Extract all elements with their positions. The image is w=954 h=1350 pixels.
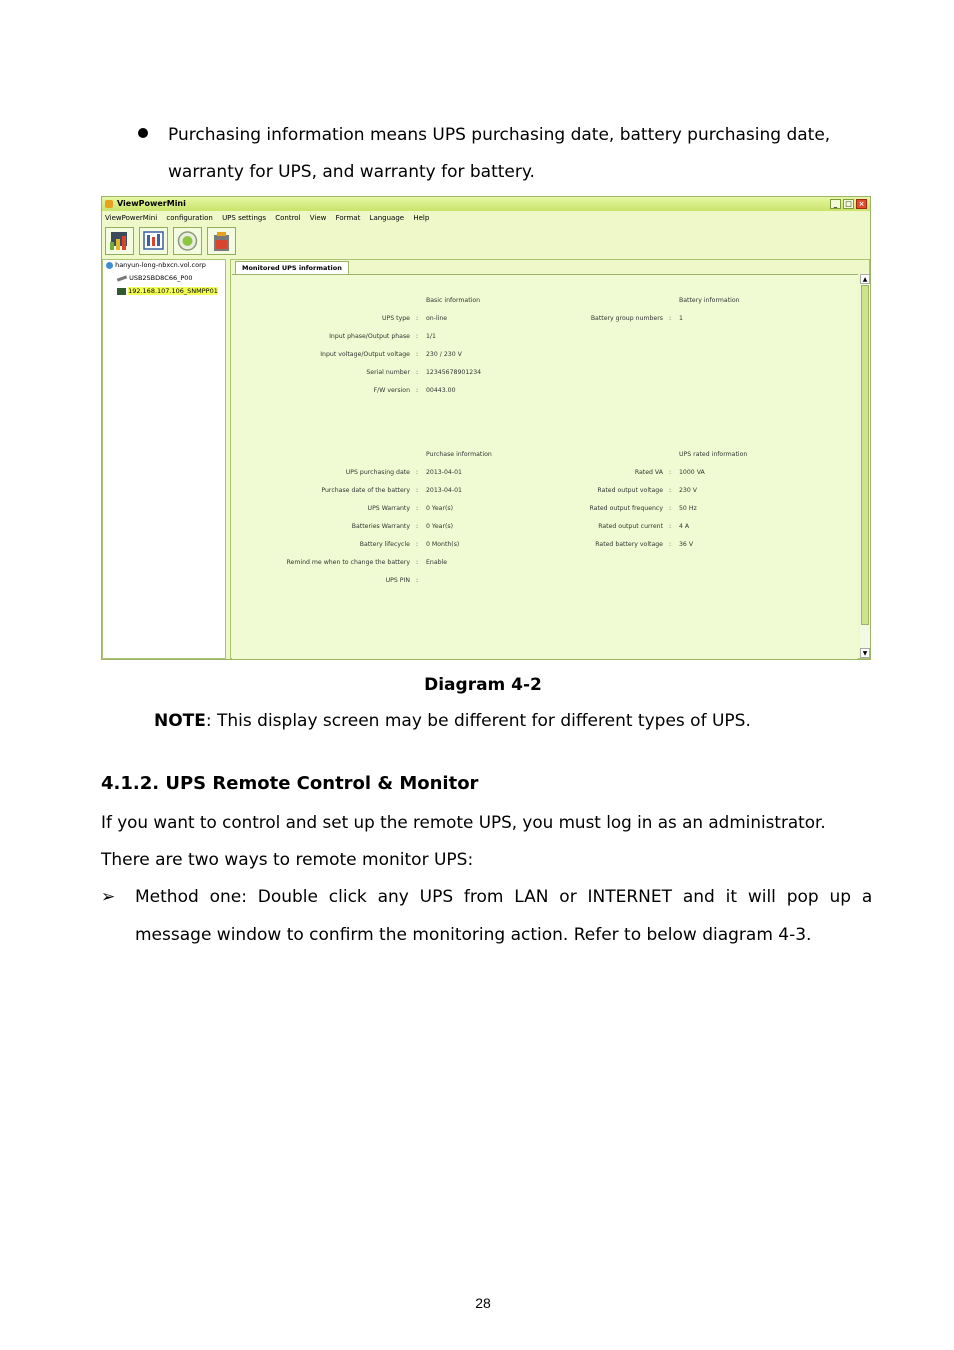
colon: : [668, 469, 672, 476]
battery-button[interactable] [207, 227, 236, 255]
basic-row-label: UPS type [382, 315, 410, 322]
colon: : [415, 523, 419, 530]
colon: : [415, 315, 419, 322]
colon: : [415, 541, 419, 548]
basic-row-value: 00443.00 [426, 387, 456, 394]
close-button[interactable]: × [856, 199, 867, 209]
basic-row-value: 230 / 230 V [426, 351, 462, 358]
info-panel [230, 259, 870, 659]
rated-row-label: Rated output voltage [597, 487, 663, 494]
colon: : [668, 541, 672, 548]
usb-device-icon [117, 275, 127, 281]
monitor-icon [106, 228, 133, 254]
colon: : [668, 315, 672, 322]
colon: : [415, 351, 419, 358]
menu-bar [102, 212, 873, 224]
rated-row-value: 50 Hz [679, 505, 697, 512]
diagram-caption: Diagram 4-2 [424, 675, 542, 695]
method-line-2: message window to confirm the monitoring action. Refer to below diagram 4-3. [135, 925, 812, 945]
rated-row-label: Rated output frequency [589, 505, 663, 512]
basic-info-heading: Basic information [426, 297, 481, 304]
purchase-info-heading: Purchase information [426, 451, 492, 458]
battery-row-value: 1 [679, 315, 683, 322]
purchase-row-label: Batteries Warranty [351, 523, 410, 530]
settings-icon [140, 228, 167, 254]
section-number: 4.1.2. [101, 773, 160, 794]
app-screenshot [101, 196, 871, 660]
tree-root[interactable] [106, 260, 206, 271]
vertical-scrollbar[interactable] [860, 274, 870, 658]
purchase-row-label: UPS purchasing date [345, 469, 410, 476]
monitor-button[interactable] [105, 227, 134, 255]
tree-root-label: hanyun-long-nbxcn.vol.corp [115, 261, 206, 269]
rated-row-label: Rated VA [634, 469, 663, 476]
rated-row-label: Rated battery voltage [595, 541, 663, 548]
app-titlebar [102, 197, 870, 211]
purchase-row-value: 0 Year(s) [426, 505, 454, 512]
scroll-thumb[interactable] [861, 285, 869, 625]
menu-configuration[interactable]: configuration [166, 214, 213, 222]
battery-row-label: Battery group numbers [590, 315, 663, 322]
note [154, 711, 751, 731]
maximize-button[interactable]: □ [843, 199, 854, 209]
purchase-row-label: Battery lifecycle [359, 541, 410, 548]
purchase-row-value: Enable [426, 559, 448, 566]
menu-viewpowermini[interactable]: ViewPowerMini [105, 214, 158, 222]
rated-row-label: Rated output current [598, 523, 663, 530]
basic-row-label: Input phase/Output phase [329, 333, 410, 340]
app-logo-icon [105, 200, 113, 208]
menu-control[interactable]: Control [275, 214, 301, 222]
note-label: NOTE [154, 711, 206, 731]
section-title: UPS Remote Control & Monitor [165, 773, 479, 794]
network-icon [106, 262, 113, 269]
rated-row-value: 36 V [679, 541, 694, 548]
menu-help[interactable]: Help [413, 214, 430, 222]
colon: : [415, 559, 419, 566]
basic-row-value: on-line [426, 315, 448, 322]
tree-item-snmp-label: 192.168.107.106_SNMPP01 [128, 287, 218, 295]
battery-icon [208, 228, 235, 254]
basic-row-label: Input voltage/Output voltage [320, 351, 410, 358]
purchase-row-value: 2013-04-01 [426, 487, 462, 494]
basic-row-value: 1/1 [426, 333, 436, 340]
purchase-row-label: Remind me when to change the battery [286, 559, 410, 566]
purchase-row-value: 0 Year(s) [426, 523, 454, 530]
purchase-row-label: UPS PIN [385, 577, 410, 584]
info-content [232, 274, 858, 659]
colon: : [415, 577, 419, 584]
colon: : [415, 333, 419, 340]
menu-ups-settings[interactable]: UPS settings [222, 214, 266, 222]
page-number: 28 [475, 1295, 491, 1311]
colon: : [415, 469, 419, 476]
rated-info-heading: UPS rated information [679, 451, 748, 458]
gear-icon [174, 228, 201, 254]
tree-item-snmp[interactable] [117, 286, 218, 297]
battery-info-heading: Battery information [679, 297, 740, 304]
settings-button[interactable] [139, 227, 168, 255]
basic-row-value: 12345678901234 [426, 369, 482, 376]
colon: : [668, 523, 672, 530]
paragraph-1: If you want to control and set up the remote UPS, you must log in as an administrator. [101, 812, 826, 832]
toolbar [102, 225, 870, 257]
colon: : [415, 505, 419, 512]
colon: : [415, 369, 419, 376]
snmp-device-icon [117, 288, 126, 295]
bullet-line-2: warranty for UPS, and warranty for battery. [168, 162, 535, 182]
colon: : [415, 387, 419, 394]
rated-row-value: 230 V [679, 487, 698, 494]
minimize-button[interactable]: _ [830, 199, 841, 209]
rated-row-value: 4 A [679, 523, 690, 530]
purchase-row-label: Purchase date of the battery [321, 487, 410, 494]
basic-row-label: Serial number [366, 369, 410, 376]
purchase-row-label: UPS Warranty [367, 505, 410, 512]
paragraph-2: There are two ways to remote monitor UPS: [101, 850, 474, 870]
tree-item-usb[interactable] [117, 273, 193, 284]
tree-item-usb-label: USB2SBD8C66_P00 [129, 274, 193, 282]
section-heading [101, 774, 478, 794]
method-line-1: Method one: Double click any UPS from LAN or INTERNET and it will pop up a [135, 887, 873, 907]
bullet-line-1: Purchasing information means UPS purchasing date, battery purchasing date, [168, 125, 831, 145]
arrow-bullet-icon: ➢ [101, 887, 116, 907]
purchase-row-value: 2013-04-01 [426, 469, 462, 476]
bullet-dot [138, 128, 148, 138]
app-title: ViewPowerMini [117, 199, 186, 208]
colon: : [668, 505, 672, 512]
menu-format[interactable]: Format [335, 214, 361, 222]
note-text: : This display screen may be different for different types of UPS. [205, 711, 751, 731]
basic-row-label: F/W version [373, 387, 410, 394]
menu-view[interactable]: View [309, 214, 327, 222]
menu-language[interactable]: Language [369, 214, 405, 222]
scroll-up-arrow-icon[interactable]: ▲ [860, 274, 870, 284]
rated-row-value: 1000 VA [679, 469, 705, 476]
scroll-down-arrow-icon[interactable]: ▼ [860, 648, 870, 658]
tab-monitored-ups-info[interactable]: Monitored UPS information [235, 261, 349, 275]
device-tree [102, 259, 226, 659]
config-button[interactable] [173, 227, 202, 255]
colon: : [668, 487, 672, 494]
colon: : [415, 487, 419, 494]
purchase-row-value: 0 Month(s) [426, 541, 460, 548]
